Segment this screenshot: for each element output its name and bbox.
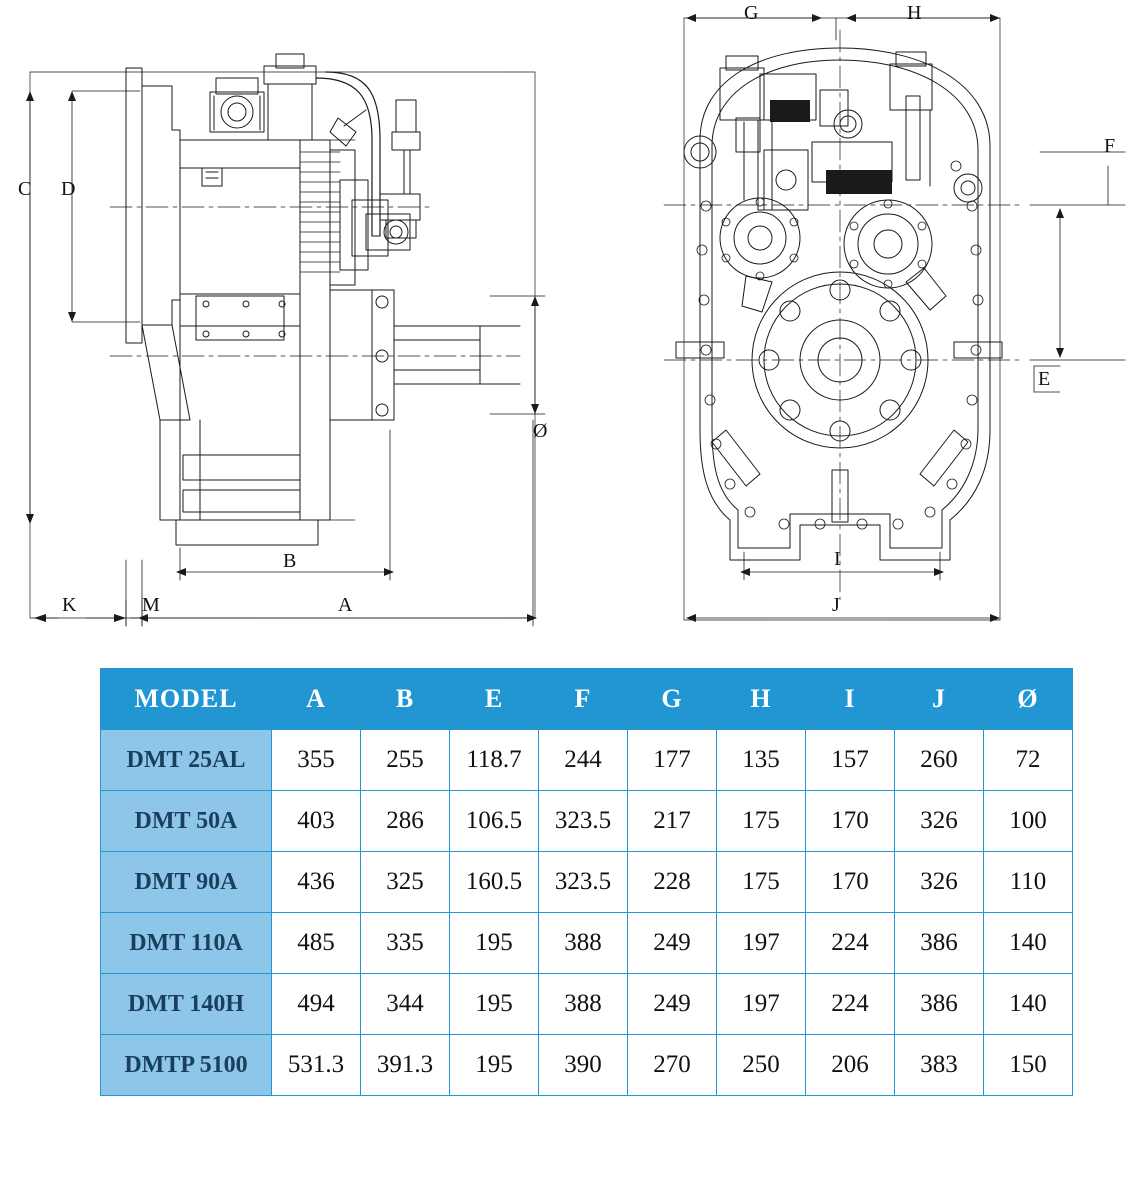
cell-J: 383 <box>895 1035 984 1096</box>
cell-F: 323.5 <box>539 852 628 913</box>
model-dimensions-table <box>100 668 1073 1096</box>
cell-A: 436 <box>272 852 361 913</box>
cell-E: 160.5 <box>450 852 539 913</box>
cell-E: 195 <box>450 974 539 1035</box>
row-model-label: DMT 110A <box>101 913 272 974</box>
th-I: I <box>806 669 895 730</box>
row-model-label: DMTP 5100 <box>101 1035 272 1096</box>
cell-G: 270 <box>628 1035 717 1096</box>
cell-J: 326 <box>895 791 984 852</box>
cell-diameter: 72 <box>984 730 1073 791</box>
cell-F: 388 <box>539 913 628 974</box>
table-row <box>101 791 1073 852</box>
cell-I: 157 <box>806 730 895 791</box>
cell-F: 323.5 <box>539 791 628 852</box>
dim-label-E: E <box>1038 368 1051 390</box>
dim-label-K: K <box>62 594 77 616</box>
th-J: J <box>895 669 984 730</box>
cell-H: 250 <box>717 1035 806 1096</box>
side-view-group <box>26 54 548 626</box>
cell-B: 335 <box>361 913 450 974</box>
cell-F: 388 <box>539 974 628 1035</box>
dim-label-M: M <box>142 594 160 616</box>
th-diameter: Ø <box>984 669 1073 730</box>
cell-G: 249 <box>628 974 717 1035</box>
front-view-group <box>664 14 1125 622</box>
cell-J: 326 <box>895 852 984 913</box>
cell-B: 255 <box>361 730 450 791</box>
row-model-label: DMT 50A <box>101 791 272 852</box>
cell-diameter: 100 <box>984 791 1073 852</box>
dim-label-D: D <box>61 178 76 200</box>
cell-E: 195 <box>450 1035 539 1096</box>
table-row <box>101 730 1073 791</box>
cell-I: 224 <box>806 974 895 1035</box>
cell-diameter: 150 <box>984 1035 1073 1096</box>
cell-B: 325 <box>361 852 450 913</box>
dim-label-F: F <box>1104 135 1116 157</box>
cell-F: 244 <box>539 730 628 791</box>
cell-H: 175 <box>717 852 806 913</box>
cell-I: 206 <box>806 1035 895 1096</box>
cell-A: 355 <box>272 730 361 791</box>
cell-A: 485 <box>272 913 361 974</box>
cell-B: 344 <box>361 974 450 1035</box>
table-header-row <box>101 669 1073 730</box>
cell-H: 197 <box>717 974 806 1035</box>
cell-E: 195 <box>450 913 539 974</box>
th-B: B <box>361 669 450 730</box>
cell-A: 403 <box>272 791 361 852</box>
cell-diameter: 110 <box>984 852 1073 913</box>
dim-label-diameter: Ø <box>533 420 548 442</box>
cell-B: 391.3 <box>361 1035 450 1096</box>
cell-diameter: 140 <box>984 974 1073 1035</box>
table-row <box>101 974 1073 1035</box>
cell-G: 228 <box>628 852 717 913</box>
th-E: E <box>450 669 539 730</box>
th-H: H <box>717 669 806 730</box>
cell-H: 197 <box>717 913 806 974</box>
dim-label-A: A <box>338 594 353 616</box>
dim-label-H: H <box>907 2 922 24</box>
cell-A: 531.3 <box>272 1035 361 1096</box>
dim-label-B: B <box>283 550 297 572</box>
cell-G: 177 <box>628 730 717 791</box>
table-row <box>101 852 1073 913</box>
cell-I: 170 <box>806 791 895 852</box>
cell-J: 386 <box>895 974 984 1035</box>
cell-E: 118.7 <box>450 730 539 791</box>
th-A: A <box>272 669 361 730</box>
th-G: G <box>628 669 717 730</box>
cell-G: 249 <box>628 913 717 974</box>
cell-I: 170 <box>806 852 895 913</box>
th-F: F <box>539 669 628 730</box>
cell-A: 494 <box>272 974 361 1035</box>
dim-label-G: G <box>744 2 759 24</box>
table-row <box>101 913 1073 974</box>
dim-label-I: I <box>834 548 841 570</box>
cell-diameter: 140 <box>984 913 1073 974</box>
row-model-label: DMT 90A <box>101 852 272 913</box>
dim-label-C: C <box>18 178 32 200</box>
cell-H: 135 <box>717 730 806 791</box>
table-row <box>101 1035 1073 1096</box>
cell-F: 390 <box>539 1035 628 1096</box>
row-model-label: DMT 25AL <box>101 730 272 791</box>
cell-J: 260 <box>895 730 984 791</box>
row-model-label: DMT 140H <box>101 974 272 1035</box>
cell-H: 175 <box>717 791 806 852</box>
dim-label-J: J <box>832 594 840 616</box>
cell-J: 386 <box>895 913 984 974</box>
cell-G: 217 <box>628 791 717 852</box>
th-model: MODEL <box>101 669 272 730</box>
cell-I: 224 <box>806 913 895 974</box>
cell-E: 106.5 <box>450 791 539 852</box>
cell-B: 286 <box>361 791 450 852</box>
